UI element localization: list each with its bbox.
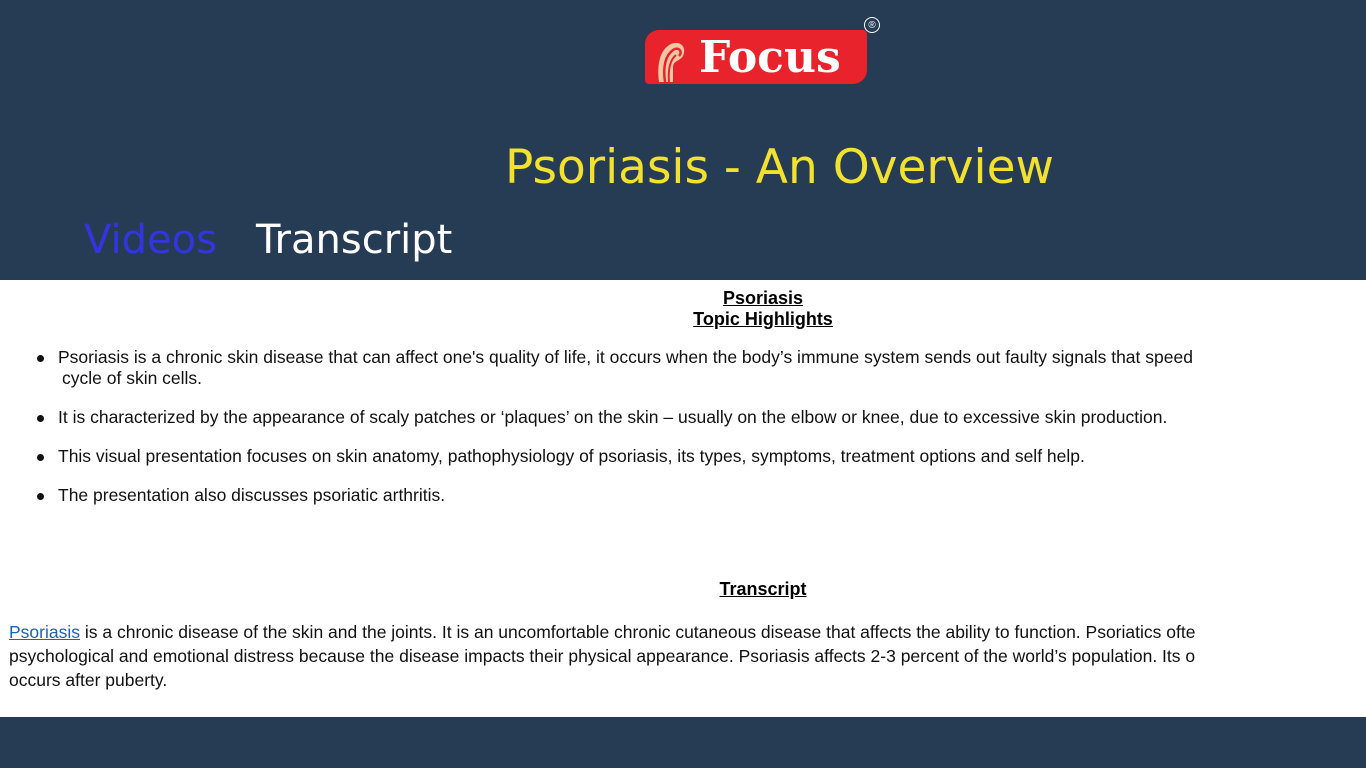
list-item	[37, 407, 1366, 428]
tab-transcript[interactable]: Transcript	[256, 217, 453, 263]
highlights-heading-topic: Psoriasis	[722, 288, 804, 308]
highlights-heading-sub: Topic Highlights	[693, 309, 833, 329]
highlights-list	[37, 347, 1366, 524]
bullet-icon	[37, 454, 44, 461]
list-item-text-continued: cycle of skin cells.	[62, 368, 203, 388]
bullet-icon	[37, 355, 44, 362]
list-item-text: It is characterized by the appearance of scaly patches or ‘plaques’ on the skin – usually on the elbow or knee, due to excessive skin production.	[58, 407, 1168, 427]
list-item-text: The presentation also discusses psoriatic arthritis.	[58, 485, 446, 505]
list-item	[37, 485, 1366, 506]
transcript-line-1: is a chronic disease of the skin and the joints. It is an uncomfortable chronic cutaneous disease that affects the ability to function. Psoriatics ofte	[80, 622, 1196, 642]
transcript-line-3: occurs after puberty.	[9, 670, 168, 690]
highlights-heading	[0, 288, 1366, 330]
app-header	[0, 0, 1366, 280]
page-title: Psoriasis - An Overview	[505, 140, 1054, 195]
transcript-line-2: psychological and emotional distress because the disease impacts their physical appearance. Psoriasis affects 2-3 percent of the world’s population. Its o	[9, 646, 1196, 666]
list-item	[37, 347, 1366, 389]
transcript-content[interactable]	[0, 280, 1366, 717]
logo-text: Focus	[699, 32, 841, 83]
tab-videos[interactable]: Videos	[84, 217, 217, 263]
list-item-text: This visual presentation focuses on skin anatomy, pathophysiology of psoriasis, its types, symptoms, treatment options and self help.	[58, 446, 1085, 466]
registered-mark: ®	[864, 17, 880, 33]
transcript-paragraph	[9, 620, 1366, 692]
psoriasis-link[interactable]: Psoriasis	[9, 622, 80, 642]
focus-logo-mark-icon	[651, 36, 691, 84]
focus-logo	[645, 30, 867, 84]
list-item	[37, 446, 1366, 467]
bullet-icon	[37, 415, 44, 422]
app-footer	[0, 717, 1366, 768]
list-item-text: Psoriasis is a chronic skin disease that can affect one's quality of life, it occurs when the body’s immune system sends out faulty signals that speed	[58, 347, 1193, 367]
bullet-icon	[37, 493, 44, 500]
transcript-heading: Transcript	[719, 579, 807, 599]
